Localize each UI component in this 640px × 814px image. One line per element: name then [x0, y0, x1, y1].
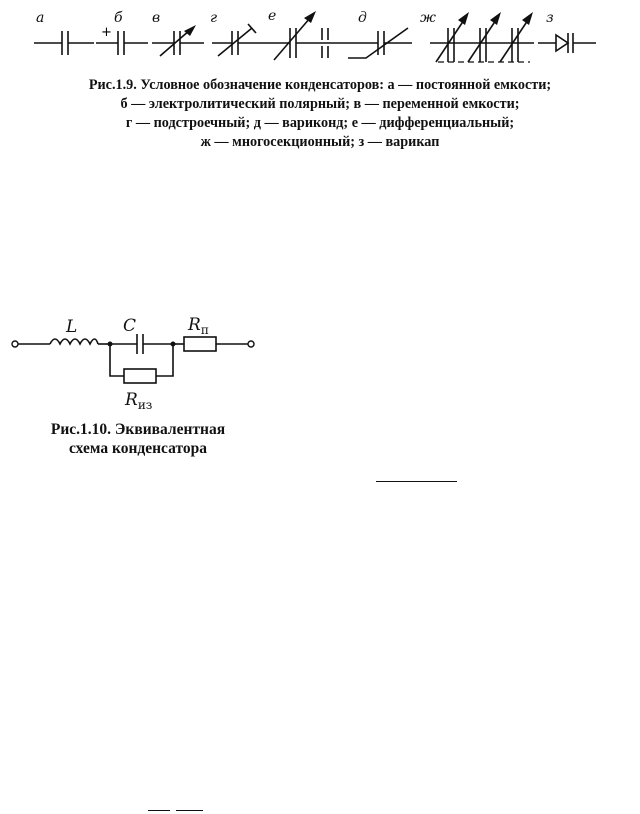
inductor-L — [50, 339, 98, 344]
symbol-letter-v: в — [152, 10, 161, 26]
caption-line: ж — многосекционный; з — варикап — [200, 134, 440, 150]
symbol-e-differential-capacitor — [262, 8, 352, 60]
resistor-R-p — [184, 337, 216, 351]
symbol-letter-g: г — [210, 10, 218, 26]
rule-line — [176, 810, 203, 811]
caption-line: б — электролитический полярный; в — переменной емкости; — [120, 96, 520, 112]
equivalent-circuit-diagram — [0, 300, 270, 415]
symbol-letter-z: з — [546, 10, 554, 26]
symbol-letter-e: е — [268, 8, 277, 24]
rule-line — [376, 481, 457, 482]
caption-line: Рис.1.9. Условное обозначение конденсаторов: а — постоянной емкости; — [88, 77, 552, 93]
plus-sign: + — [101, 25, 112, 40]
capacitor-symbols-diagram — [0, 0, 640, 76]
symbol-b-electrolytic-capacitor — [96, 10, 148, 55]
symbol-letter-b: б — [114, 10, 123, 26]
caption-line: г — подстроечный; д — вариконд; е — дифференциальный; — [125, 115, 515, 131]
resistor-R-iz — [124, 369, 156, 383]
symbol-letter-zh: ж — [420, 10, 436, 26]
symbol-zh-multisection-capacitor — [420, 10, 534, 62]
figure-1-10-caption — [18, 420, 258, 458]
figure-1-10 — [0, 300, 270, 460]
caption-line: схема конденсатора — [68, 440, 207, 457]
symbol-d-varicond — [348, 10, 412, 58]
label-R-p: $R_п$ — [188, 315, 209, 337]
symbol-z-varicap — [538, 10, 596, 53]
figure-1-9-caption — [0, 76, 640, 152]
symbol-letter-a: а — [36, 10, 45, 26]
symbol-letter-d: д — [358, 10, 367, 26]
left-terminal — [12, 341, 18, 347]
symbol-g-trimmer-capacitor — [210, 10, 262, 56]
symbol-v-variable-capacitor — [152, 10, 204, 56]
right-terminal — [248, 341, 254, 347]
figure-1-9 — [0, 0, 640, 160]
label-C: C — [123, 316, 137, 336]
label-R-iz: $R_{из}$ — [125, 390, 153, 412]
rule-line — [148, 810, 170, 811]
label-L: L — [66, 317, 78, 337]
caption-line: Рис.1.10. Эквивалентная — [50, 421, 226, 438]
symbol-a-fixed-capacitor — [34, 10, 94, 55]
